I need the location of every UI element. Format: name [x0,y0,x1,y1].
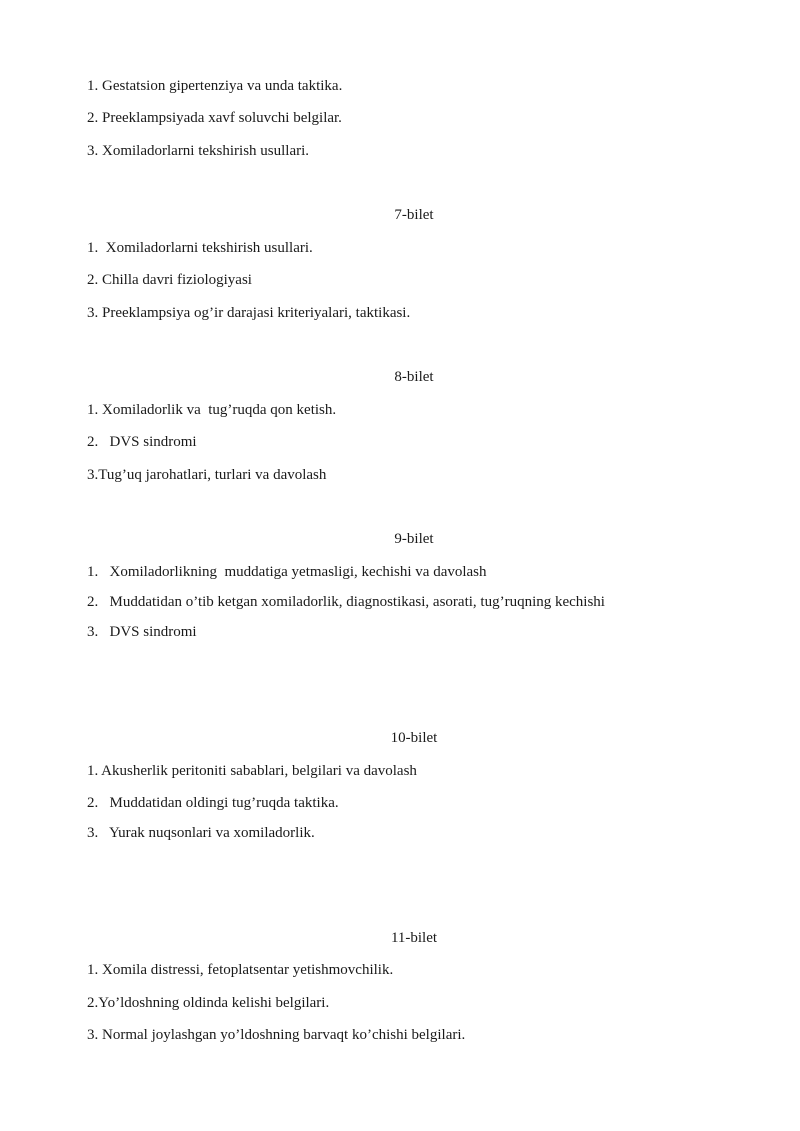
ticket-9-title: 9-bilet [394,531,434,547]
ticket-10-title: 10-bilet [390,730,438,746]
ticket-7-item-2: 2. Chilla davri fiziologiyasi [87,272,252,288]
ticket-11-item-1: 1. Xomila distressi, fetoplatsentar yetishmovchilik. [87,962,394,978]
ticket-9-item-3: 3. DVS sindromi [87,624,197,640]
ticket-7-title: 7-bilet [394,207,434,223]
ticket-10-item-2: 2. Muddatidan oldingi tug’ruqda taktika. [87,795,339,811]
intro-item-3: 3. Xomiladorlarni tekshirish usullari. [87,143,310,159]
intro-item-1: 1. Gestatsion gipertenziya va unda taktika. [87,78,343,94]
intro-item-2: 2. Preeklampsiyada xavf soluvchi belgilar. [87,110,342,126]
ticket-11-title: 11-bilet [390,930,438,946]
ticket-8-item-2: 2. DVS sindromi [87,434,197,450]
ticket-9-item-2: 2. Muddatidan o’tib ketgan xomiladorlik, diagnostikasi, asorati, tug’ruqning kechishi [87,594,605,610]
ticket-10-item-3: 3. Yurak nuqsonlari va xomiladorlik. [87,825,315,841]
ticket-7-item-1: 1. Xomiladorlarni tekshirish usullari. [87,240,313,256]
ticket-8-item-1: 1. Xomiladorlik va tug’ruqda qon ketish. [87,402,337,418]
ticket-10-item-1: 1. Akusherlik peritoniti sabablari, belgilari va davolash [87,763,417,779]
ticket-7-item-3: 3. Preeklampsiya og’ir darajasi kriteriyalari, taktikasi. [87,305,411,321]
ticket-11-item-2: 2.Yo’ldoshning oldinda kelishi belgilari. [87,995,330,1011]
ticket-8-title: 8-bilet [394,369,434,385]
ticket-11-item-3: 3. Normal joylashgan yo’ldoshning barvaqt ko’chishi belgilari. [87,1027,466,1043]
ticket-9-item-1: 1. Xomiladorlikning muddatiga yetmasligi, kechishi va davolash [87,564,487,580]
ticket-8-item-3: 3.Tug’uq jarohatlari, turlari va davolash [87,467,327,483]
